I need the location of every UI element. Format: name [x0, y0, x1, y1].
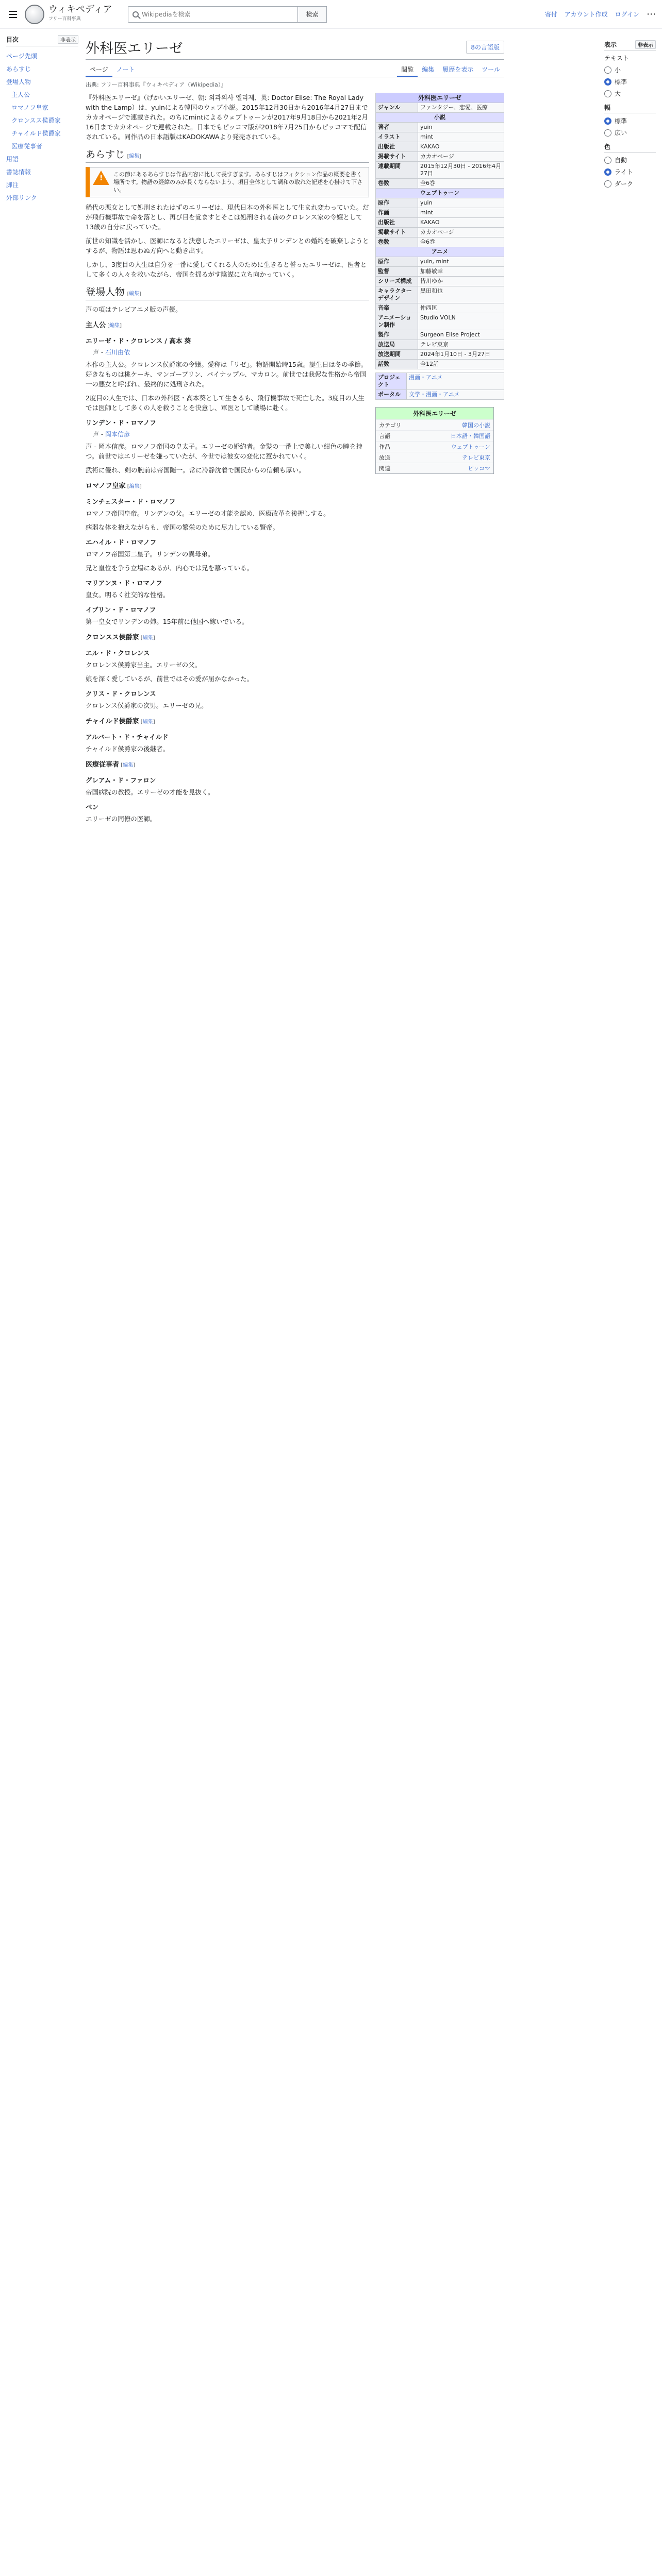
- character-name: ベン: [86, 803, 99, 811]
- project-row: [376, 390, 504, 400]
- edit-section-link[interactable]: [編集]: [139, 635, 155, 641]
- color-label: 色: [604, 143, 611, 150]
- infobox-label: 放送期間: [376, 350, 418, 360]
- characters-note: 声の項はテレビアニメ版の声優。: [86, 306, 182, 313]
- appearance-title: 表示: [604, 41, 617, 48]
- option-label: 自動: [615, 157, 627, 164]
- character-description: 病弱な体を抱えながらも、帝国の繁栄のために尽力している賢帝。: [86, 523, 279, 531]
- edit-section-link[interactable]: [編集]: [119, 762, 136, 768]
- section-heading: [86, 717, 369, 727]
- project-row: [376, 373, 504, 390]
- infobox-row: [376, 152, 504, 162]
- text-size-small-option[interactable]: [604, 65, 656, 74]
- character-description: エリーゼの同僚の医師。: [86, 815, 157, 823]
- infobox-row: [376, 162, 504, 179]
- infobox-value: mint: [418, 132, 504, 142]
- infobox-label: 連載期間: [376, 162, 418, 179]
- radio-icon[interactable]: [604, 90, 611, 97]
- infobox-row: [376, 257, 504, 267]
- infobox-label: キャラクターデザイン: [376, 286, 418, 303]
- appearance-hide-button[interactable]: 非表示: [635, 40, 656, 49]
- infobox-value: ファンタジー、恋愛、医療: [418, 103, 504, 113]
- infobox-label: 巻数: [376, 179, 418, 189]
- toc-item[interactable]: 外部リンク: [6, 194, 37, 201]
- tab-tools[interactable]: ツール: [482, 66, 500, 73]
- character-description: 武術に優れ、剣の腕前は帝国随一。常に冷静沈着で国民からの信頼も厚い。: [86, 466, 305, 474]
- infobox-value: 皆川ゆか: [418, 277, 504, 286]
- character-description: クロレンス侯爵家の次男。エリーゼの兄。: [86, 702, 208, 709]
- infobox-label: ジャンル: [376, 103, 418, 113]
- infobox-label: 出版社: [376, 218, 418, 228]
- header: [0, 0, 662, 29]
- toc-subitem[interactable]: クロンスス侯爵家: [11, 117, 61, 124]
- hamburger-menu-icon[interactable]: [6, 8, 20, 21]
- edit-section-link[interactable]: [編集]: [139, 719, 155, 725]
- infobox-label: 出版社: [376, 142, 418, 152]
- toc-sidebar: [6, 29, 78, 828]
- character-description: 声 - 岡本信彦。ロマノフ帝国の皇太子。エリーゼの婚約者。金髪の一番上で美しい紺色の瞳を持つ。前世ではエリーゼを嫌っていたが、今世では彼女の変化に惹かれていく。: [86, 443, 362, 460]
- infobox-label: 話数: [376, 360, 418, 369]
- infobox-row: [376, 303, 504, 313]
- site-logo[interactable]: [25, 5, 112, 24]
- article: [78, 29, 511, 828]
- section-heading: [86, 481, 369, 492]
- project-body: [376, 373, 504, 400]
- character-description: ロマノフ帝国第二皇子。リンデンの異母弟。: [86, 550, 214, 558]
- portal-row: [376, 463, 493, 473]
- search-box: [128, 6, 298, 23]
- option-label: 大: [615, 90, 621, 97]
- tab-page[interactable]: ページ: [86, 62, 112, 77]
- edit-link[interactable]: 編集: [123, 762, 134, 768]
- infobox-row: [376, 277, 504, 286]
- project-label: ポータル: [376, 390, 407, 400]
- edit-section-link[interactable]: [編集]: [125, 484, 142, 489]
- infobox-row: [376, 247, 504, 257]
- toc-subitem[interactable]: 医療従事者: [11, 143, 43, 150]
- section-heading: [86, 633, 369, 643]
- infobox-row: [376, 286, 504, 303]
- wikipedia-globe-icon: [25, 5, 44, 24]
- section-title: ロマノフ皇家: [86, 482, 126, 490]
- character-description: 本作の主人公。クロレンス侯爵家の令嬢。愛称は「リゼ」。物語開始時15歳。誕生日は冬の季節。好きなものは桃ケーキ、マンゴープリン、パイナップル、マカロン。前世では我侭な性格から帝国一の悪女と呼ばれ、最終的に処刑された。: [86, 361, 368, 388]
- voice-actor-line: 声 - 石川由依: [93, 349, 130, 356]
- character-name: イブリン・ド・ロマノフ: [86, 606, 156, 614]
- tabs-spacer: [139, 62, 397, 77]
- characters-heading: [86, 287, 369, 300]
- infobox-value: 全6巻: [418, 179, 504, 189]
- synopsis-heading: [86, 150, 369, 163]
- portal-row: [376, 441, 493, 452]
- edit-section-link[interactable]: [編集]: [127, 291, 141, 297]
- section-heading: [86, 320, 369, 331]
- character-description: 第一皇女でリンデンの姉。15年前に他国へ嫁いでいる。: [86, 618, 249, 625]
- infobox-value: 全12話: [418, 360, 504, 369]
- character-name: リンデン・ド・ロマノフ: [86, 419, 156, 427]
- donate-link[interactable]: 寄付: [544, 11, 557, 18]
- infobox-value: 黒田和也: [418, 286, 504, 303]
- infobox-label: 監督: [376, 267, 418, 277]
- infobox-value: yuin: [418, 123, 504, 132]
- portal-label: カテゴリ: [379, 422, 402, 429]
- toc-item[interactable]: 用語: [6, 156, 19, 163]
- portal-row: [376, 430, 493, 441]
- infobox-value: yuin, mint: [418, 257, 504, 267]
- character-description: 皇女。明るく社交的な性格。: [86, 591, 170, 599]
- character-name: エハイル・ド・ロマノフ: [86, 538, 157, 546]
- character-name: エリーゼ・ド・クロレンス / 高本 葵: [86, 337, 191, 345]
- project-table: [375, 372, 504, 400]
- project-label: プロジェクト: [376, 373, 407, 390]
- infobox-value: 仲西匡: [418, 303, 504, 313]
- site-wordmark: [48, 5, 112, 24]
- portal-label: 言語: [379, 433, 390, 439]
- infobox-row: [376, 330, 504, 340]
- content-columns: [86, 93, 504, 828]
- width-label: 幅: [604, 104, 611, 111]
- notice-box: [86, 167, 369, 197]
- width-header: [604, 103, 656, 113]
- infobox-row: [376, 218, 504, 228]
- infobox-row: [376, 198, 504, 208]
- infobox-label: アニメーション制作: [376, 313, 418, 330]
- infobox-value: 加藤敏幸: [418, 267, 504, 277]
- search-bar: [128, 6, 327, 23]
- character-name: マリアンヌ・ド・ロマノフ: [86, 579, 162, 587]
- login-link[interactable]: ログイン: [615, 11, 639, 18]
- color-header: [604, 142, 656, 152]
- character-name: アルバート・ド・チャイルド: [86, 733, 169, 741]
- infobox-label: 巻数: [376, 238, 418, 247]
- infobox-label: 原作: [376, 257, 418, 267]
- voice-actor-link[interactable]: 岡本信彦: [105, 431, 130, 438]
- portal-label: 作品: [379, 444, 390, 450]
- edit-section-link[interactable]: [編集]: [106, 323, 122, 329]
- infobox-row: [376, 123, 504, 132]
- infobox-label: イラスト: [376, 132, 418, 142]
- infobox-label: 著者: [376, 123, 418, 132]
- character-description: 2度目の人生では、日本の外科医・高本葵として生きるも、飛行機事故で死亡した。3度目の人生では医師として多くの人を救うことを決意し、軍医として戦場に赴く。: [86, 394, 365, 412]
- notice-text: この節にあるあらすじは作品内容に比して長すぎます。あらすじはフィクション作品の概要を書く場所です。物語の経緯のみが長くならないよう、項目全体として調和の取れた記述を心掛けて下さい。: [113, 171, 363, 193]
- infobox-label: 原作: [376, 198, 418, 208]
- infobox-section-header: 小説: [376, 113, 504, 123]
- portal-link[interactable]: ウェブトゥーン: [451, 444, 490, 450]
- character-description: チャイルド侯爵家の後継者。: [86, 745, 170, 753]
- infobox-row: [376, 313, 504, 330]
- option-label: 標準: [615, 78, 627, 86]
- option-label: 小: [615, 66, 621, 74]
- infobox: [375, 93, 504, 828]
- toc-item[interactable]: 登場人物: [6, 78, 31, 86]
- synopsis-paragraph: 前世の知識を活かし、医師になると決意したエリーゼは、皇太子リンデンとの婚約を破棄しようとするが、物語は思わぬ方向へと動き出す。: [86, 237, 369, 255]
- infobox-value: カカオページ: [418, 152, 504, 162]
- source-note: 出典: フリー百科事典『ウィキペディア（Wikipedia）』: [86, 81, 227, 88]
- radio-selected-icon[interactable]: [604, 117, 611, 125]
- infobox-value: 2015年12月30日 - 2016年4月27日: [418, 162, 504, 179]
- radio-icon[interactable]: [604, 129, 611, 137]
- infobox-section-header: アニメ: [376, 247, 504, 257]
- section-heading: [86, 760, 369, 770]
- toc-item[interactable]: ページ先頭: [6, 53, 37, 60]
- infobox-value: 2024年1月10日 - 3月27日: [418, 350, 504, 360]
- search-button[interactable]: 検索: [298, 6, 327, 23]
- portal-link[interactable]: ピッコマ: [468, 465, 490, 472]
- portal-row: [376, 419, 493, 430]
- toc-header: [6, 35, 78, 46]
- intro-paragraph: 『外科医エリーゼ』（げかいエリーゼ、朝: 외과의사 엘리제、英: Doctor Elise: The Royal Lady with the Lamp）は、yuinによる韓国のウェブ小説。2015年12月30日から2016年4月27日までカカオページで連載された。のちにmintによるウェブトゥーンが2017年9月18日から2021年2月16日までカカオページで連載された。日本でもピッコマ版が2018年7月25日からピッコマで配信されている。同作品の日本語版はKADOKAWAより発売されている。: [86, 94, 368, 141]
- synopsis-title: あらすじ: [86, 149, 125, 160]
- voice-actor-link[interactable]: 石川由依: [105, 349, 130, 356]
- infobox-value: Surgeon Elise Project: [418, 330, 504, 340]
- toc-item[interactable]: 書誌情報: [6, 168, 31, 176]
- portal-link[interactable]: 韓国の小説: [462, 422, 490, 429]
- toc-hide-button[interactable]: 非表示: [58, 35, 78, 44]
- radio-icon[interactable]: [604, 157, 611, 164]
- color-auto-option[interactable]: [604, 156, 656, 164]
- infobox-row: [376, 132, 504, 142]
- infobox-row: [376, 238, 504, 247]
- infobox-value: テレビ東京: [418, 340, 504, 350]
- characters-title: 登場人物: [86, 287, 125, 298]
- edit-section-link[interactable]: [編集]: [127, 154, 141, 159]
- character-name: エル・ド・クロレンス: [86, 649, 150, 657]
- width-standard-option[interactable]: [604, 116, 656, 125]
- toc-subitem[interactable]: 主人公: [11, 91, 30, 98]
- toc-item[interactable]: あらすじ: [6, 65, 31, 73]
- radio-selected-icon[interactable]: [604, 168, 611, 176]
- edit-link[interactable]: 編集: [142, 719, 153, 725]
- infobox-row: [376, 208, 504, 218]
- infobox-value: カカオページ: [418, 228, 504, 238]
- site-sub: フリー百科事典: [48, 16, 81, 22]
- site-name: ウィキペディア: [48, 4, 112, 15]
- infobox-row: [376, 189, 504, 198]
- character-description: 帝国病院の教授。エリーゼの才能を見抜く。: [86, 788, 214, 796]
- language-button[interactable]: 8の言語版: [466, 41, 504, 54]
- create-account-link[interactable]: アカウント作成: [564, 11, 608, 18]
- infobox-label: 作画: [376, 208, 418, 218]
- edit-link[interactable]: 編集: [142, 635, 153, 641]
- option-label: ダーク: [615, 180, 634, 188]
- option-label: 標準: [615, 117, 627, 125]
- infobox-row: [376, 350, 504, 360]
- radio-selected-icon[interactable]: [604, 78, 611, 86]
- infobox-value: mint: [418, 208, 504, 218]
- tab-edit[interactable]: 編集: [422, 66, 435, 73]
- infobox-row: [376, 113, 504, 123]
- search-icon: [133, 11, 139, 18]
- page-title: 外科医エリーゼ: [86, 41, 183, 56]
- infobox-section-header: ウェブトゥーン: [376, 189, 504, 198]
- portal-row: [376, 452, 493, 463]
- character-description: 兄と皇位を争う立場にあるが、内心では兄を慕っている。: [86, 564, 254, 572]
- option-label: 広い: [615, 129, 627, 137]
- page-tabs: [86, 62, 504, 77]
- section-title: 主人公: [86, 321, 106, 329]
- character-name: クリス・ド・クロレンス: [86, 690, 156, 698]
- infobox-row: [376, 103, 504, 113]
- portal-rows: [376, 419, 493, 473]
- infobox-title-row: [376, 93, 504, 103]
- infobox-row: [376, 340, 504, 350]
- infobox-label: 掲載サイト: [376, 228, 418, 238]
- edit-link[interactable]: 編集: [109, 323, 120, 329]
- infobox-label: 掲載サイト: [376, 152, 418, 162]
- character-description: 娘を深く愛しているが、前世ではその愛が届かなかった。: [86, 675, 254, 683]
- width-wide-option[interactable]: [604, 128, 656, 137]
- section-title: クロンスス侯爵家: [86, 634, 139, 641]
- section-title: 医療従事者: [86, 761, 120, 769]
- section-title: チャイルド侯爵家: [86, 718, 139, 725]
- infobox-value: KAKAO: [418, 142, 504, 152]
- portal-label: 関連: [379, 465, 390, 472]
- more-options-icon[interactable]: ⋯: [647, 9, 656, 20]
- infobox-row: [376, 228, 504, 238]
- portal-label: 放送: [379, 454, 390, 461]
- article-body: [86, 93, 369, 828]
- infobox-value: KAKAO: [418, 218, 504, 228]
- project-link[interactable]: 文学・漫画・アニメ: [407, 390, 504, 400]
- edit-link[interactable]: 編集: [129, 291, 140, 297]
- infobox-label: シリーズ構成: [376, 277, 418, 286]
- infobox-row: [376, 360, 504, 369]
- page-title-row: [86, 37, 504, 60]
- user-tools: [545, 9, 656, 20]
- portal-link[interactable]: テレビ東京: [462, 454, 490, 461]
- toc-title: 目次: [6, 36, 19, 43]
- appearance-sidebar: [604, 29, 656, 828]
- infobox-label: 放送局: [376, 340, 418, 350]
- infobox-row: [376, 267, 504, 277]
- infobox-row: [376, 179, 504, 189]
- toc-item[interactable]: 脚注: [6, 181, 19, 189]
- text-size-label: テキスト: [604, 55, 629, 62]
- character-name: グレアム・ド・ファロン: [86, 776, 156, 784]
- tab-history[interactable]: 履歴を表示: [442, 66, 474, 73]
- radio-icon[interactable]: [604, 180, 611, 188]
- option-label: ライト: [615, 168, 633, 176]
- synopsis-paragraph: 稀代の悪女として処刑されたはずのエリーゼは、現代日本の外科医として生まれ変わっていた。だが飛行機事故で命を落とし、再び目を覚ますとそこは処刑される前のクロレンス家の令嬢として13歳の自分に戻っていた。: [86, 204, 369, 231]
- appearance-header: [604, 40, 656, 50]
- edit-link[interactable]: 編集: [129, 484, 140, 489]
- portal-link[interactable]: 日本語・韓国語: [451, 433, 490, 439]
- infobox-title: 外科医エリーゼ: [376, 93, 504, 103]
- infobox-value: yuin: [418, 198, 504, 208]
- infobox-value: 全6巻: [418, 238, 504, 247]
- portal-title: 外科医エリーゼ: [376, 408, 493, 419]
- color-light-option[interactable]: [604, 167, 656, 176]
- character-description: クロレンス侯爵家当主。エリーゼの父。: [86, 661, 202, 669]
- infobox-value: Studio VOLN: [418, 313, 504, 330]
- portal-box: [375, 407, 494, 474]
- tab-read[interactable]: 閲覧: [397, 62, 418, 77]
- infobox-row: [376, 142, 504, 152]
- tab-talk[interactable]: ノート: [116, 66, 135, 73]
- text-size-standard-option[interactable]: [604, 77, 656, 86]
- search-input[interactable]: [142, 11, 291, 18]
- edit-link[interactable]: 編集: [129, 154, 140, 159]
- synopsis-paragraph: しかし、3度目の人生は自分を一番に愛してくれる人のために生きると誓ったエリーゼは、医者として多くの人々を救いながら、帝国を揺るがす陰謀に立ち向かっていく。: [86, 261, 367, 278]
- infobox-label: 製作: [376, 330, 418, 340]
- text-size-large-option[interactable]: [604, 89, 656, 98]
- color-dark-option[interactable]: [604, 179, 656, 188]
- page-wrapper: [0, 29, 662, 828]
- toc-list: [6, 49, 78, 204]
- character-description: ロマノフ帝国皇帝。リンデンの父。エリーゼの才能を認め、医療改革を後押しする。: [86, 510, 330, 517]
- toc-subitem[interactable]: チャイルド侯爵家: [11, 130, 61, 137]
- warning-icon: [93, 171, 109, 185]
- infobox-label: 音楽: [376, 303, 418, 313]
- character-name: ミンチェスター・ド・ロマノフ: [86, 498, 176, 505]
- radio-icon[interactable]: [604, 66, 611, 74]
- infobox-body: [376, 93, 504, 369]
- infobox-table: [375, 93, 504, 369]
- toc-subitem[interactable]: ロマノフ皇家: [11, 104, 48, 111]
- project-link[interactable]: 漫画・アニメ: [407, 373, 504, 390]
- voice-actor-line: 声 - 岡本信彦: [93, 431, 130, 438]
- character-sections: [86, 320, 369, 824]
